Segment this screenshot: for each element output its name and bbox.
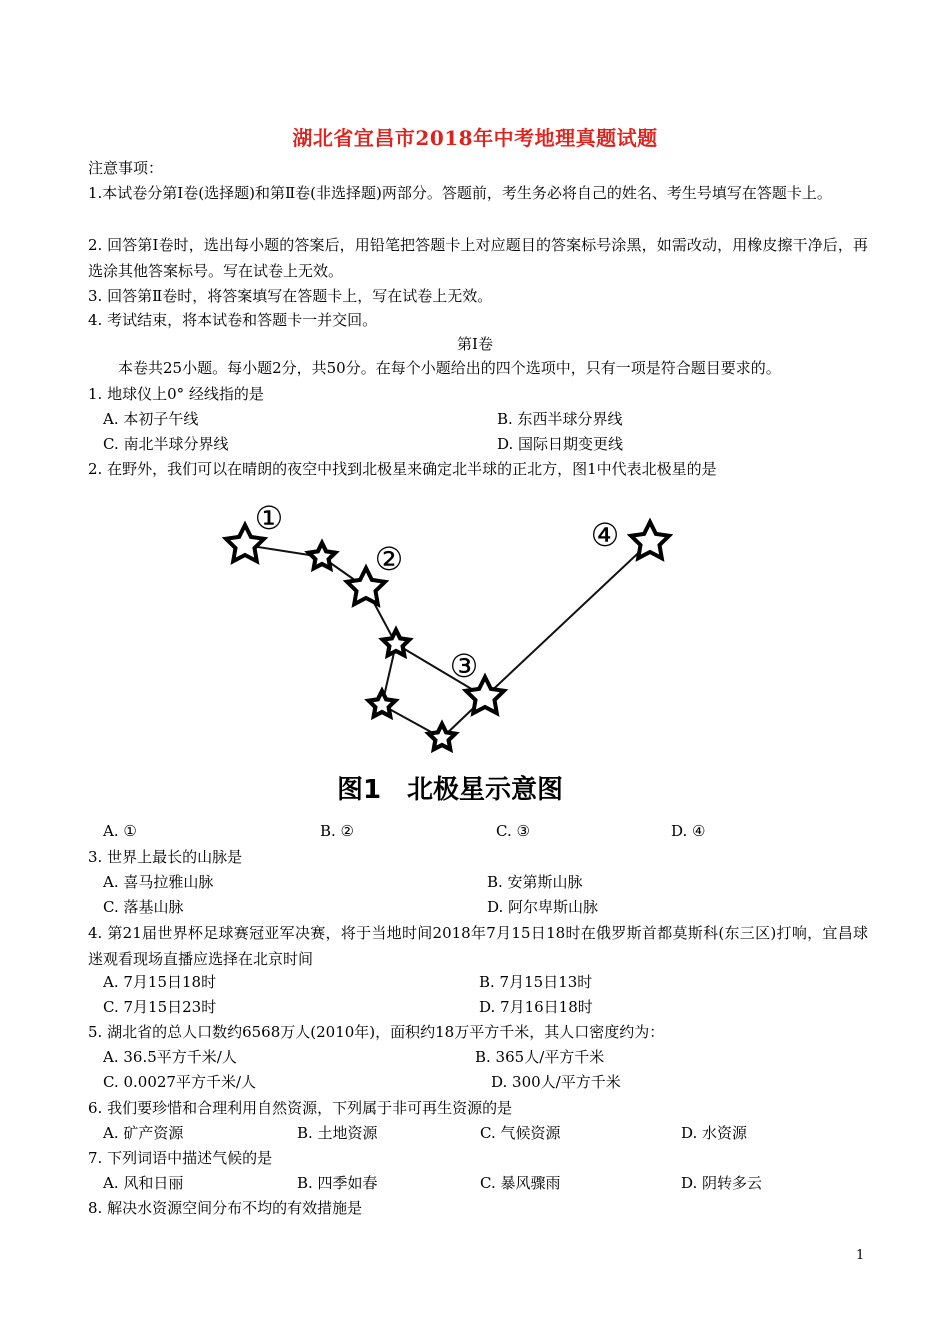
question-8-stem: 8. 解决水资源空间分布不均的有效措施是 xyxy=(88,1199,363,1217)
question-4-stem: 4. 第21届世界杯足球赛冠亚军决赛，将于当地时间2018年7月15日18时在俄罗斯首都莫斯科(东三区)打响，宜昌球迷观看现场直播应选择在北京时间 xyxy=(88,924,868,968)
question-1-option-d: D. 国际日期变更线 xyxy=(497,435,624,453)
question-7-stem: 7. 下列词语中描述气候的是 xyxy=(88,1149,273,1167)
notice-item-3: 3. 回答第Ⅱ卷时，将答案填写在答题卡上，写在试卷上无效。 xyxy=(88,287,493,305)
question-6-option-a: A. 矿产资源 xyxy=(103,1124,184,1142)
notice-item-1: 1.本试卷分第Ⅰ卷(选择题)和第Ⅱ卷(非选择题)两部分。答题前，考生务必将自己的姓名、考生号填写在答题卡上。 xyxy=(88,184,832,202)
question-1-option-c: C. 南北半球分界线 xyxy=(103,435,229,453)
question-2-option-c: C. ③ xyxy=(496,822,530,840)
question-5-option-c: C. 0.0027平方千米/人 xyxy=(103,1073,257,1091)
star-markers xyxy=(226,522,669,749)
notice-item-4: 4. 考试结束，将本试卷和答题卡一并交回。 xyxy=(88,311,378,329)
question-3-stem: 3. 世界上最长的山脉是 xyxy=(88,848,243,866)
section-intro: 本卷共25小题。每小题2分，共50分。在每个小题给出的四个选项中，只有一项是符合题目要求的。 xyxy=(118,359,781,377)
figure-caption: 图1 北极星示意图 xyxy=(336,775,564,805)
polaris-figure xyxy=(210,500,690,810)
question-6-option-b: B. 土地资源 xyxy=(297,1124,378,1142)
question-4-option-d: D. 7月16日18时 xyxy=(479,998,593,1016)
question-2-stem: 2. 在野外，我们可以在晴朗的夜空中找到北极星来确定北半球的正北方，图1中代表北极星的是 xyxy=(88,460,717,478)
question-2-option-b: B. ② xyxy=(320,822,355,840)
question-1-option-b: B. 东西半球分界线 xyxy=(497,410,623,428)
question-1-option-a: A. 本初子午线 xyxy=(103,410,199,428)
star-icon xyxy=(383,630,410,655)
question-6-option-d: D. 水资源 xyxy=(681,1124,748,1142)
question-7-option-a: A. 风和日丽 xyxy=(103,1174,184,1192)
document-title: 湖北省宜昌市2018年中考地理真题试题 xyxy=(292,126,658,150)
figure-label-4: ④ xyxy=(590,516,620,554)
question-4-option-b: B. 7月15日13时 xyxy=(479,973,593,991)
question-3-option-c: C. 落基山脉 xyxy=(103,898,184,916)
section-title: 第Ⅰ卷 xyxy=(457,335,493,353)
notice-item-2: 2. 回答第Ⅰ卷时，选出每小题的答案后，用铅笔把答题卡上对应题目的答案标号涂黑，如需改动，用橡皮擦干净后，再选涂其他答案标号。写在试卷上无效。 xyxy=(88,236,868,280)
question-2-option-a: A. ① xyxy=(103,822,137,840)
constellation-lines xyxy=(245,542,650,738)
star-icon xyxy=(309,543,336,568)
question-3-option-b: B. 安第斯山脉 xyxy=(487,873,583,891)
question-5-option-a: A. 36.5平方千米/人 xyxy=(103,1048,237,1066)
star-icon xyxy=(369,691,396,716)
star-icon xyxy=(631,522,669,558)
page-number: 1 xyxy=(856,1248,865,1263)
question-7-option-d: D. 阴转多云 xyxy=(681,1174,763,1192)
question-6-option-c: C. 气候资源 xyxy=(480,1124,561,1142)
question-7-option-b: B. 四季如春 xyxy=(297,1174,378,1192)
question-3-option-d: D. 阿尔卑斯山脉 xyxy=(487,898,599,916)
figure-label-3: ③ xyxy=(449,647,479,685)
question-4-option-a: A. 7月15日18时 xyxy=(103,973,217,991)
question-3-option-a: A. 喜马拉雅山脉 xyxy=(103,873,214,891)
question-7-option-c: C. 暴风骤雨 xyxy=(480,1174,561,1192)
polaris-diagram xyxy=(210,500,690,810)
question-5-option-d: D. 300人/平方千米 xyxy=(491,1073,621,1091)
question-1-stem: 1. 地球仪上0° 经线指的是 xyxy=(88,385,264,403)
question-5-option-b: B. 365人/平方千米 xyxy=(475,1048,605,1066)
figure-label-2: ② xyxy=(374,540,404,578)
notice-heading: 注意事项： xyxy=(88,159,164,177)
question-6-stem: 6. 我们要珍惜和合理利用自然资源，下列属于非可再生资源的是 xyxy=(88,1099,513,1117)
question-2-option-d: D. ④ xyxy=(671,822,706,840)
question-4-option-c: C. 7月15日23时 xyxy=(103,998,217,1016)
figure-label-1: ① xyxy=(254,500,284,537)
question-5-stem: 5. 湖北省的总人口数约6568万人(2010年)，面积约18万平方千米，其人口密度约为： xyxy=(88,1023,665,1041)
